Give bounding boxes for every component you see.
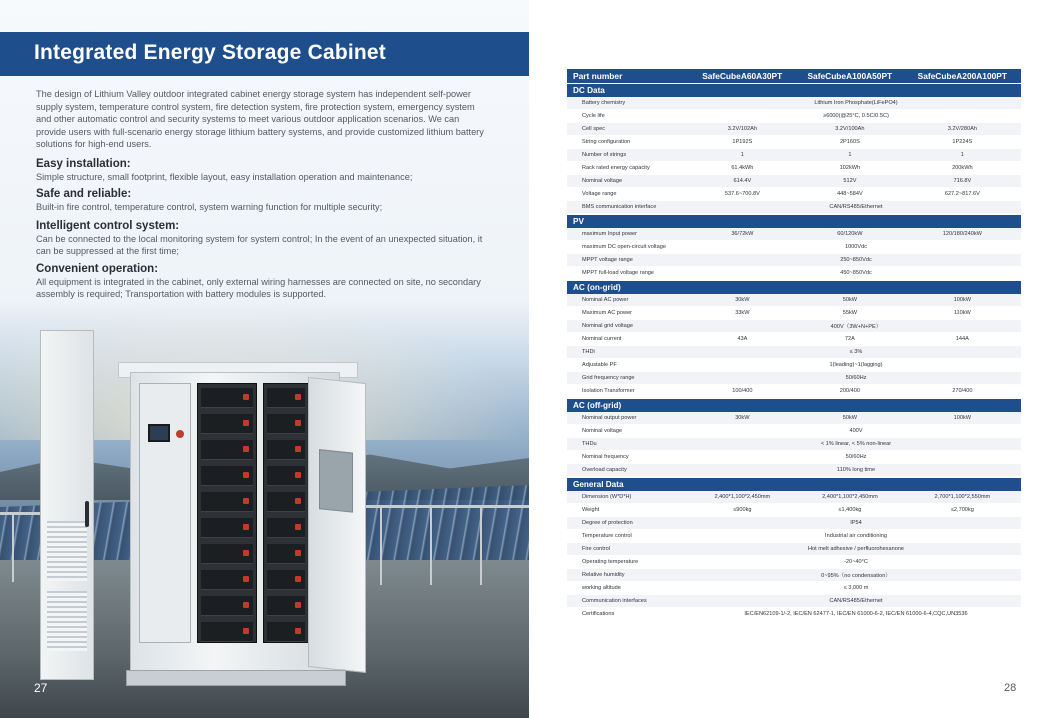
row-label: maximum Input power [582, 231, 638, 237]
row-value: 36/72kW [731, 231, 754, 237]
row-label: THDi [582, 349, 595, 355]
battery-module [267, 544, 305, 564]
battery-module [267, 622, 305, 642]
table-row [567, 110, 1021, 123]
row-value-shared: Lithium Iron Phosphate(LiFePO4) [814, 100, 898, 106]
row-value-shared: 250~850Vdc [840, 257, 872, 263]
row-value-shared: ≤ 3% [849, 349, 863, 355]
door-handle-icon [85, 501, 89, 527]
row-value: 120/180/240kW [942, 231, 982, 237]
row-value: 43A [737, 336, 748, 342]
table-row [567, 438, 1021, 451]
header-model-a200: SafeCubeA200A100PT [917, 71, 1007, 81]
table-row [567, 254, 1021, 267]
row-value-shared: -20~40°C [844, 559, 868, 565]
page-number: 27 [34, 681, 48, 695]
table-row [567, 451, 1021, 464]
row-label: MPPT full-load voltage range [582, 270, 655, 276]
row-value: 30kW [735, 415, 750, 421]
row-value: 512V [843, 178, 857, 184]
table-row [567, 241, 1021, 254]
table-row [567, 228, 1021, 241]
row-label: Operating temperature [582, 559, 639, 565]
table-row [567, 320, 1021, 333]
emergency-stop-button [176, 430, 184, 438]
section-heading: PV [567, 215, 1021, 228]
row-value: 2P160S [839, 139, 860, 145]
battery-module [201, 492, 253, 512]
row-value: 1 [960, 152, 964, 158]
battery-module [267, 518, 305, 538]
table-row [567, 464, 1021, 477]
feature-safe-reliable [36, 187, 496, 213]
row-value: 30kW [735, 297, 750, 303]
table-row [567, 175, 1021, 188]
table-row [567, 425, 1021, 438]
row-label: Nominal voltage [582, 428, 623, 434]
battery-module [267, 388, 305, 408]
row-value: 2,400*1,100*2,450mm [714, 494, 771, 500]
row-value: 102kWh [839, 165, 861, 171]
row-value-shared: 50/60Hz [845, 454, 867, 460]
intro-paragraph: The design of Lithium Valley outdoor integrated cabinet energy storage system has independent self-power supply system, temperature control system, fire detection system, fire protection system, emergency system and other automatic control and security systems to meet various outdoor application scenarios. We can provide users with full-scenario energy storage lithium battery systems, and provide customized lithium battery solutions for high-end users. [36, 89, 484, 150]
table-row [567, 582, 1021, 595]
row-value: 1 [740, 152, 744, 158]
row-label: Fire control [582, 546, 610, 552]
row-label: Overload capacity [582, 467, 627, 473]
header-model-a100: SafeCubeA100A50PT [807, 71, 893, 81]
control-unit [139, 383, 191, 643]
row-label: Rack rated energy capacity [582, 165, 650, 171]
right-page [529, 0, 1058, 718]
table-row [567, 136, 1021, 149]
feature-heading: Intelligent control system: [36, 220, 180, 232]
row-label: Nominal AC power [582, 297, 629, 303]
table-row [567, 595, 1021, 608]
table-row [567, 530, 1021, 543]
table-row [567, 504, 1021, 517]
row-value: 448~584V [837, 191, 863, 197]
row-value: 1P192S [732, 139, 753, 145]
row-value: 60/120kW [837, 231, 863, 237]
spec-table-header [567, 69, 1021, 83]
row-value: 627.2~817.6V [944, 191, 980, 197]
row-value: 100kW [953, 415, 972, 421]
row-label: Relative humidity [582, 572, 625, 578]
door-window [319, 449, 353, 513]
table-row [567, 201, 1021, 214]
row-value: 1 [848, 152, 852, 158]
row-value-shared: 1000Vdc [844, 244, 868, 250]
battery-module [201, 570, 253, 590]
row-value: 61.4kWh [731, 165, 754, 171]
row-value: 2,400*1,100*2,450mm [822, 494, 878, 500]
battery-module [201, 518, 253, 538]
row-label: Nominal frequency [582, 454, 629, 460]
battery-module [201, 388, 253, 408]
feature-heading: Easy installation: [36, 158, 131, 170]
row-label: Adjustable PF [582, 362, 617, 368]
table-row [567, 372, 1021, 385]
row-label: Dimension (W*D*H) [582, 494, 632, 500]
battery-module [267, 414, 305, 434]
row-value: 110kW [953, 310, 971, 316]
storage-cabinet-image [40, 310, 380, 700]
section-heading: AC (off-grid) [567, 399, 1021, 412]
table-row [567, 162, 1021, 175]
railing-post [480, 505, 482, 585]
row-value-shared: IP54 [850, 520, 862, 526]
row-value: 270/400 [952, 388, 973, 394]
battery-module [201, 622, 253, 642]
header-model-a60: SafeCubeA60A30PT [702, 71, 783, 81]
table-row [567, 149, 1021, 162]
row-value: 100/400 [732, 388, 753, 394]
spec-table-body [567, 84, 1021, 621]
battery-module [267, 492, 305, 512]
table-row [567, 307, 1021, 320]
cabinet-left-door [40, 330, 94, 680]
feature-text: All equipment is integrated in the cabinet, only external wiring harnesses are connected on site, no secondary assembly is required; Transportation with battery modules is supported. [36, 277, 481, 300]
railing [360, 505, 529, 508]
row-value-shared: CAN/RS485/Ethernet [829, 204, 883, 210]
feature-heading: Convenient operation: [36, 263, 159, 275]
control-screen [148, 424, 170, 442]
row-value: 33kW [735, 310, 750, 316]
row-label: Degree of protection [582, 520, 633, 526]
row-value-shared: 1(leading)~1(lagging) [829, 362, 883, 368]
row-value: ≤1,400kg [838, 507, 862, 513]
row-value-shared: 50/60Hz [845, 375, 867, 381]
feature-heading: Safe and reliable: [36, 188, 132, 200]
row-label: Temperature control [582, 533, 632, 539]
title-band [0, 32, 529, 76]
section-heading: DC Data [567, 84, 1021, 97]
section-heading: General Data [567, 478, 1021, 491]
battery-module [201, 466, 253, 486]
battery-module [201, 440, 253, 460]
table-row [567, 543, 1021, 556]
feature-easy-installation [36, 157, 496, 183]
row-value: 50kW [842, 415, 858, 421]
row-label: Isolation Transformer [582, 388, 635, 394]
row-value-shared: 0~95%（no condensation） [821, 573, 891, 579]
row-value-shared: 450~850Vdc [840, 270, 872, 276]
row-value-shared: ≤ 3,000 m [843, 585, 869, 591]
table-row [567, 608, 1021, 621]
table-row [567, 294, 1021, 307]
row-label: Communication interfaces [582, 598, 647, 604]
row-label: MPPT voltage range [582, 257, 633, 263]
cabinet-base [126, 670, 346, 686]
table-row [567, 188, 1021, 201]
row-value: 3.2V/102Ah [727, 126, 757, 132]
row-value-shared: Industrial air conditioning [825, 533, 887, 539]
row-value-shared: Hot melt adhesive / perfluorohexanone [807, 546, 905, 552]
row-value: 100kW [953, 297, 972, 303]
table-row [567, 569, 1021, 582]
row-value: 3.2V/100Ah [835, 126, 865, 132]
row-label: Weight [582, 507, 600, 513]
row-value: ≤2,700kg [950, 507, 974, 513]
row-value-shared: 400V（3W+N+PE） [830, 324, 882, 330]
table-row [567, 267, 1021, 280]
feature-text: Can be connected to the local monitoring system for system control; In the event of an unexpected situation, it can be suppressed at the first time; [36, 234, 483, 257]
ventilation-grille [47, 591, 87, 651]
row-value-shared: 110% long time [836, 467, 876, 473]
row-value: ≤900kg [733, 507, 752, 513]
spec-table [567, 69, 1021, 621]
row-label: Certifications [582, 611, 615, 617]
row-value: 50kW [842, 297, 858, 303]
row-label: working altitude [582, 585, 621, 591]
table-row [567, 359, 1021, 372]
table-row [567, 517, 1021, 530]
feature-text: Simple structure, small footprint, flexible layout, easy installation operation and maintenance; [36, 172, 413, 182]
row-label: Nominal output power [582, 415, 637, 421]
row-label: Battery chemistry [582, 100, 626, 106]
table-row [567, 491, 1021, 504]
row-value-shared: ≥6000(@25°C, 0.5C/0.5C) [823, 113, 889, 119]
ventilation-grille [47, 521, 87, 581]
battery-module [201, 596, 253, 616]
battery-module [267, 440, 305, 460]
battery-module [267, 570, 305, 590]
row-label: Grid frequency range [582, 375, 635, 381]
row-label: BMS communication interface [582, 204, 657, 210]
row-value: 72A [844, 336, 855, 342]
row-label: Cycle life [582, 113, 605, 119]
row-value: 614.4V [733, 178, 752, 184]
railing-post [12, 512, 14, 582]
row-label: Nominal current [582, 336, 622, 342]
battery-module [267, 596, 305, 616]
row-value-shared: CAN/RS485/Ethernet [829, 598, 883, 604]
row-label: Maximum AC power [582, 310, 633, 316]
battery-module [201, 544, 253, 564]
table-row [567, 97, 1021, 110]
table-row [567, 333, 1021, 346]
row-label: Number of strings [582, 152, 627, 158]
row-value: 144A [955, 336, 969, 342]
row-label: Nominal grid voltage [582, 323, 633, 329]
table-row [567, 346, 1021, 359]
row-label: String configuration [582, 139, 631, 145]
battery-module [267, 466, 305, 486]
section-heading: AC (on-grid) [567, 281, 1021, 294]
battery-rack-right [263, 383, 309, 643]
feature-text: Built-in fire control, temperature control, system warning function for multiple security; [36, 202, 383, 212]
row-value: 55kW [842, 310, 858, 316]
row-label: Cell spec [582, 126, 606, 132]
row-value: 1P224S [952, 139, 973, 145]
row-value-shared: IEC/EN62109-1/-2, IEC/EN 62477-1, IEC/EN 61000-6-2, IEC/EN 61000-6-4,CQC,UN3536 [744, 611, 968, 617]
battery-rack-left [197, 383, 257, 643]
table-row [567, 556, 1021, 569]
row-label: THDu [582, 441, 597, 447]
page-number: 28 [1004, 682, 1017, 694]
cabinet-right-door [308, 377, 366, 673]
row-value: 3.2V/280Ah [947, 126, 977, 132]
railing-post [380, 505, 382, 585]
railing-post [430, 505, 432, 585]
page-title: Integrated Energy Storage Cabinet [34, 41, 387, 64]
feature-intelligent-control [36, 219, 496, 258]
feature-convenient-operation [36, 262, 496, 301]
row-value: 716.8V [953, 178, 972, 184]
row-label: Nominal voltage [582, 178, 623, 184]
row-value: 537.6~700.8V [724, 191, 760, 197]
row-label: Voltage range [582, 191, 617, 197]
row-label: maximum DC open-circuit voltage [582, 244, 666, 250]
table-row [567, 412, 1021, 425]
row-value-shared: < 1% linear, < 5% non-linear [820, 441, 892, 447]
row-value: 2,700*1,100*2,550mm [934, 494, 991, 500]
battery-module [201, 414, 253, 434]
table-row [567, 385, 1021, 398]
row-value-shared: 400V [849, 428, 863, 434]
row-value: 200kWh [952, 165, 973, 171]
header-part-number: Part number [573, 71, 623, 81]
row-value: 200/400 [839, 388, 861, 394]
table-row [567, 123, 1021, 136]
